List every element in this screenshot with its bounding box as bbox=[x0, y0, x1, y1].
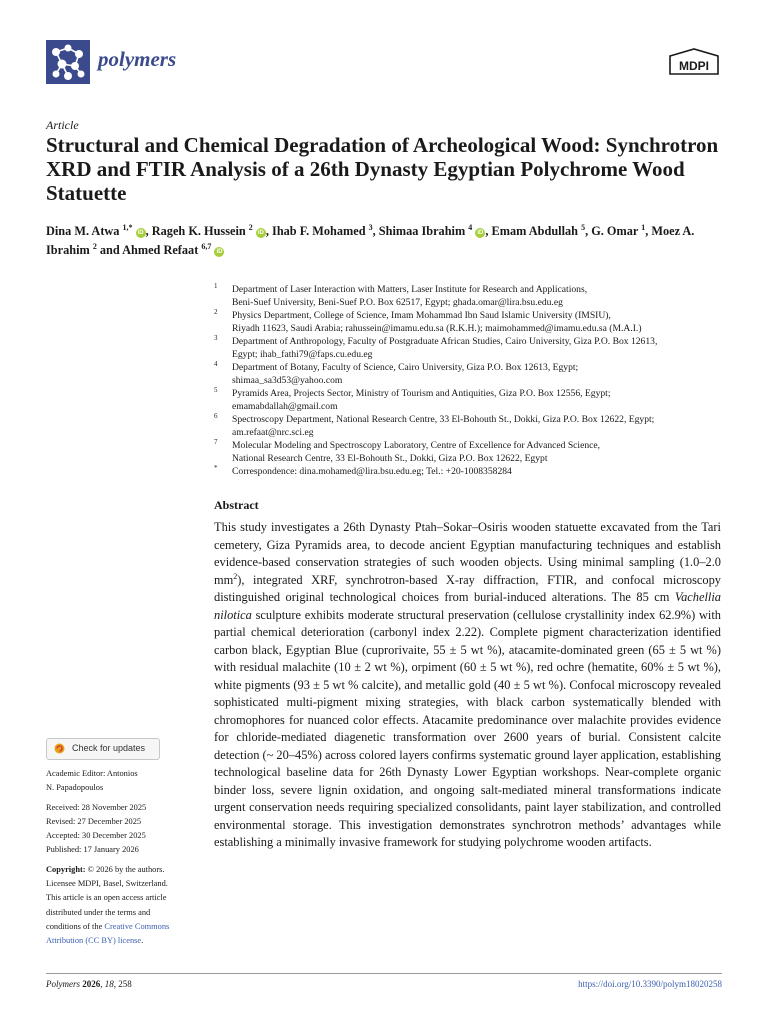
academic-editor-name: N. Papadopoulos bbox=[46, 783, 104, 793]
author-list: Dina M. Atwa $^{1,*}$ iD , Rageh K. Hussein $^2$ iD , Ihab F. Mohamed $^3$, Shimaa Ibrahim $^4$ iD , Emam Abdullah $^5$, G. Omar $^1$, Moez A. Ibrahim $^2$ and Ahmed Refaat $^{6,7}$ iD bbox=[46, 222, 695, 257]
footer-citation: Polymers 2026, 18, 258 bbox=[46, 979, 132, 989]
orcid-icon[interactable]: iD bbox=[216, 249, 223, 255]
affiliation-item bbox=[214, 361, 734, 387]
footer-volume: 18 bbox=[104, 979, 114, 989]
abstract-text: This study investigates a 26th Dynasty Ptah–Sokar–Osiris wooden statuette excavated from the Tari cemetery, Giza Pyramids area, to decode ancient Egyptian manufacturing techniques and establish evidence-based conservation strategies of such wooden objects. Using minimal sampling (1.0–2.0 mm bbox=[214, 520, 721, 587]
license-line: This article is an open access article bbox=[46, 893, 167, 903]
affiliation-item bbox=[214, 387, 734, 413]
author-name: Rageh K. Hussein bbox=[151, 224, 246, 238]
cc-license-link[interactable]: Creative Commons bbox=[104, 921, 170, 931]
check-for-updates-label: Check for updates bbox=[72, 743, 146, 753]
licensee-line: Licensee MDPI, Basel, Switzerland. bbox=[46, 879, 168, 889]
affiliation-line: Department of Laser Interaction with Matters, Laser Institute for Research and Applications, bbox=[232, 284, 588, 295]
affiliation-item bbox=[214, 309, 734, 335]
mdpi-logo bbox=[666, 48, 722, 78]
cc-by-license-link[interactable]: Attribution (CC BY) license bbox=[46, 936, 142, 946]
affiliation-line: Beni-Suef University, Beni-Suef P.O. Box 62517, Egypt; ghada.omar@lira.bsu.edu.eg bbox=[232, 297, 563, 308]
author-affiliation-marker: 1,* bbox=[122, 222, 133, 232]
copyright-label: Copyright: bbox=[46, 864, 86, 874]
affiliation-line: National Research Centre, 33 El-Bohouth St., Dokki, Giza P.O. Box 12622, Egypt bbox=[232, 453, 548, 464]
affiliation-number: 7 bbox=[214, 438, 218, 446]
published-date: Published: 17 January 2026 bbox=[46, 845, 139, 855]
affiliation-number: * bbox=[214, 464, 218, 472]
affiliation-number: 2 bbox=[214, 308, 218, 316]
affiliation-number: 1 bbox=[214, 282, 218, 290]
abstract-body bbox=[214, 519, 721, 852]
author-name: Moez A. Ibrahim bbox=[46, 224, 695, 257]
affiliation-line: Riyadh 11623, Saudi Arabia; rahussein@imamu.edu.sa (R.K.H.); maimohammed@imamu.edu.sa (M.A.I.) bbox=[232, 323, 642, 334]
received-date: Received: 28 November 2025 bbox=[46, 802, 147, 812]
author-affiliation-marker: 2 bbox=[248, 222, 253, 232]
footer-journal: Polymers bbox=[46, 979, 80, 989]
orcid-icon[interactable]: iD bbox=[257, 230, 264, 236]
affiliation-line: Correspondence: dina.mohamed@lira.bsu.edu.eg; Tel.: +20-1008358284 bbox=[232, 466, 512, 477]
author-affiliation-marker: 1 bbox=[641, 222, 646, 232]
footer-divider bbox=[46, 973, 722, 974]
license-text: . bbox=[141, 936, 144, 946]
license-line: distributed under the terms and bbox=[46, 907, 151, 917]
license-line bbox=[46, 920, 196, 934]
author-name: Ahmed Refaat bbox=[122, 243, 199, 257]
author-name: Dina M. Atwa bbox=[46, 224, 120, 238]
affiliation-line: Department of Botany, Faculty of Science, Cairo University, Giza P.O. Box 12613, Egypt; bbox=[232, 362, 579, 373]
orcid-icon[interactable]: iD bbox=[137, 230, 144, 236]
author-affiliation-marker: 2 bbox=[92, 241, 97, 251]
author-affiliation-marker: 6,7 bbox=[201, 241, 212, 251]
footer-page: 258 bbox=[118, 979, 132, 989]
affiliation-line: Spectroscopy Department, National Research Centre, 33 El-Bohouth St., Dokki, Giza P.O. Box 12622, Egypt; bbox=[232, 414, 655, 425]
affiliation-line: Physics Department, College of Science, Imam Mohammad Ibn Saud Islamic University (IMSIU), bbox=[232, 310, 611, 321]
affiliation-item bbox=[214, 413, 734, 439]
academic-editor-label: Academic Editor: Antonios bbox=[46, 769, 138, 778]
author-name: Shimaa Ibrahim bbox=[378, 224, 466, 238]
author-name: Emam Abdullah bbox=[491, 224, 578, 238]
abstract-text: ), integrated XRF, synchrotron-based X-ray diffraction, FTIR, and confocal microscopy distinguished original technological choices from burial-induced alterations. The 85 cm bbox=[214, 572, 721, 604]
affiliation-line: shimaa_sa3d53@yahoo.com bbox=[232, 375, 343, 386]
author-and: and bbox=[99, 243, 120, 257]
affiliation-line: Pyramids Area, Projects Sector, Ministry of Tourism and Antiquities, Giza P.O. Box 12556, Egypt; bbox=[232, 388, 611, 399]
refresh-badge-icon bbox=[54, 743, 65, 754]
affiliation-line: Department of Anthropology, Faculty of Postgraduate African Studies, Cairo University, Giza P.O. Box 12613, bbox=[232, 336, 658, 347]
affiliation-number: 3 bbox=[214, 334, 218, 342]
affiliation-line: emamabdallah@gmail.com bbox=[232, 401, 338, 412]
license-line bbox=[46, 934, 196, 948]
copyright-text: © 2026 by the authors. bbox=[85, 864, 165, 874]
article-title: Structural and Chemical Degradation of Archeological Wood: Synchrotron XRD and FTIR Analysis of a 26th Dynasty Egyptian Polychrome Wood Statuette bbox=[46, 133, 719, 205]
article-sidebar bbox=[46, 767, 196, 949]
article-type: Article bbox=[46, 118, 79, 132]
affiliation-line: Molecular Modeling and Spectroscopy Laboratory, Centre of Excellence for Advanced Science, bbox=[232, 440, 601, 451]
affiliation-number: 4 bbox=[214, 360, 218, 368]
author-name: G. Omar bbox=[591, 224, 639, 238]
mdpi-text: MDPI bbox=[679, 59, 709, 73]
abstract-superscript: 2 bbox=[233, 571, 238, 581]
author-affiliation-marker: 4 bbox=[468, 222, 473, 232]
affiliation-item bbox=[214, 439, 734, 465]
accepted-date: Accepted: 30 December 2025 bbox=[46, 831, 146, 841]
author-affiliation-marker: 5 bbox=[581, 222, 586, 232]
footer-year: 2026 bbox=[82, 979, 101, 989]
copyright-line bbox=[46, 863, 196, 877]
affiliation-item bbox=[214, 283, 734, 309]
abstract-text: sculpture exhibits moderate structural preservation (cellulose crystallinity index 62.9%) with partial chemical deterioration (carbonyl index 2.22). Complete pigment characterization identified carbon black, Egyptian Blue (cuprorivaite, 55 ± 5 wt %), atacamite-dominated green (65 ± 5 wt %) with residual malachite (10 ± 2 wt %), orpiment (60 ± 5 wt %), red ochre (hematite, 60% ± 5 wt %), white pigments (93 ± 5 wt % calcite), and metallic gold (40 ± 5 wt %). Confocal microscopy revealed sophisticated multi-pigment mixing strategies, with black carbon systematically blended with chromophores for nuanced color effects. Atacamite predominance over malachite provides evidence for chloride-mediated diagenetic transformation over 2600 years of burial. Consistent calcite detection (~ 20–45%) across colored layers confirms systematic ground layer application, establishing technological baseline data for 26th Dynasty Lower Egyptian workshops. Near-complete organic binder loss, severe lignin oxidation, and ongoing salt-mediated mineral transformations indicate urgent conservation needs requiring specialized consolidants, paint layer stabilization, and controlled environmental storage. This investigation demonstrates synchrotron methods’ advantages while establishing a minimally invasive framework for studying polychrome wooden artifacts. bbox=[214, 607, 721, 849]
affiliation-item bbox=[214, 335, 734, 361]
affiliations bbox=[214, 283, 734, 478]
abstract-heading: Abstract bbox=[214, 498, 259, 512]
affiliation-line: Egypt; ihab_fathi79@faps.cu.edu.eg bbox=[232, 349, 373, 360]
doi-link[interactable]: https://doi.org/10.3390/polym18020258 bbox=[578, 979, 722, 989]
revised-date: Revised: 27 December 2025 bbox=[46, 816, 142, 826]
species-name: Vachellia nilotica bbox=[214, 590, 721, 622]
author-affiliation-marker: 3 bbox=[368, 222, 373, 232]
affiliation-number: 6 bbox=[214, 412, 218, 420]
license-text: conditions of the bbox=[46, 921, 105, 931]
journal-name: polymers bbox=[98, 47, 177, 71]
polymers-logo-icon bbox=[46, 40, 90, 84]
orcid-icon[interactable]: iD bbox=[477, 230, 484, 236]
affiliation-line: am.refaat@nrc.sci.eg bbox=[232, 427, 314, 438]
check-for-updates-button[interactable] bbox=[46, 738, 160, 760]
affiliation-item bbox=[214, 465, 734, 478]
affiliation-number: 5 bbox=[214, 386, 218, 394]
author-name: Ihab F. Mohamed bbox=[272, 224, 366, 238]
